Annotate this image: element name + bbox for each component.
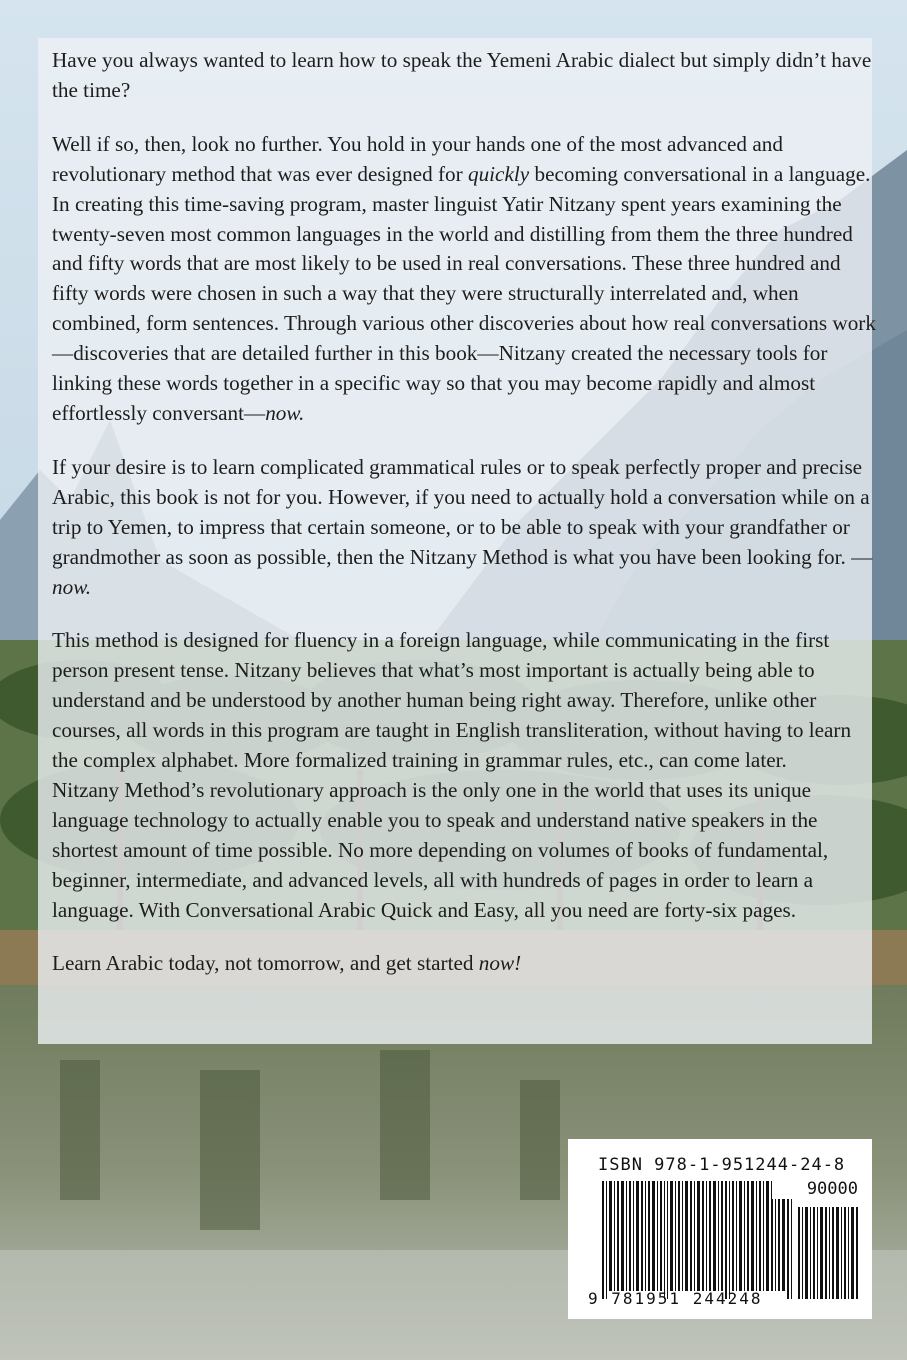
paragraph-fluency: This method is designed for fluency in a foreign language, while communicating in the first person present tense. Nitzany believes that what’s most important is actually being able to understand and be understood by another human being right away. Therefore, unlike other courses, all words in this program are taught in English transliteration, without having to learn the complex alphabet. More formalized training in grammar rules, etc., can come later.	[52, 628, 852, 773]
barcode-digits: 9 781951 244248	[588, 1289, 763, 1308]
price-code: 90000	[772, 1179, 858, 1199]
blurb-text	[52, 46, 876, 1003]
isbn-barcode	[568, 1139, 872, 1319]
paragraph-method: Well if so, then, look no further. You hold in your hands one of the most advanced and revolutionary method that was ever designed for quickly becoming conversational in a language. In creating this time-saving program, master linguist Yatir Nitzany spent years examining the twenty-seven most common languages in the world and distilling from them the three hundred and fifty words that are most likely to be used in real conversations. These three hundred and fifty words were chosen in such a way that they were structurally interrelated and, when combined, form sentences. Through various other discoveries about how real conversations work—discoveries that are detailed further in this book—Nitzany created the necessary tools for linking these words together in a specific way so that you may become rapidly and almost effortlessly conversant—now.	[52, 131, 876, 425]
isbn-label: ISBN 978-1-951244-24-8	[598, 1155, 846, 1175]
paragraph-approach: Nitzany Method’s revolutionary approach is the only one in the world that uses its unique language technology to actually enable you to speak and understand native speakers in the shortest amount of time possible. No more depending on volumes of books of fundamental, beginner, intermediate, and advanced levels, all with hundreds of pages in order to learn a language. With Conversational Arabic Quick and Easy, all you need are forty-six pages.	[52, 777, 829, 922]
paragraph-audience: If your desire is to learn complicated grammatical rules or to speak perfectly proper and precise Arabic, this book is not for you. However, if you need to actually hold a conversation while on a trip to Yemen, to impress that certain someone, or to be able to speak with your grandfather or grandmother as soon as possible, then the Nitzany Method is what you have been looking for. —now.	[52, 454, 873, 599]
paragraph-intro: Have you always wanted to learn how to speak the Yemeni Arabic dialect but simply didn’t have the time?	[52, 48, 872, 102]
paragraph-call-to-action: Learn Arabic today, not tomorrow, and get started now!	[52, 951, 522, 976]
